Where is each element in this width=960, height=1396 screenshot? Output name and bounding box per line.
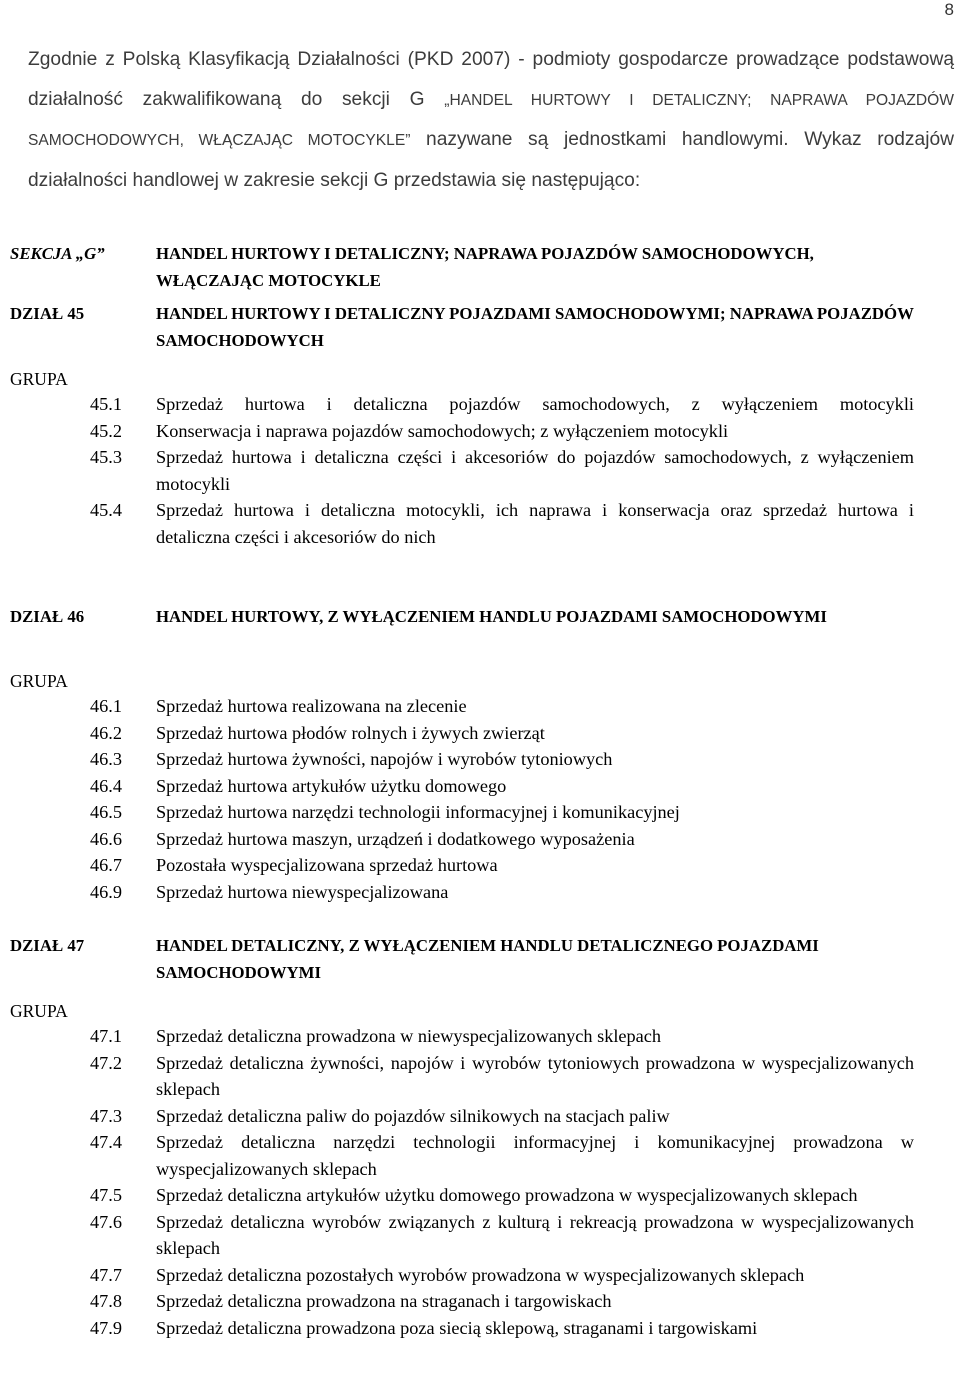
list-item	[10, 1103, 914, 1130]
group-number: 47.6	[90, 1211, 122, 1232]
list-item	[10, 1023, 914, 1050]
list-item	[10, 1182, 914, 1209]
division-title: HANDEL HURTOWY, Z WYŁĄCZENIEM HANDLU POJAZDAMI SAMOCHODOWYMI	[156, 607, 827, 626]
section-code: SEKCJA „G”	[10, 244, 105, 263]
group-number: 45.4	[90, 500, 122, 520]
group-description: Sprzedaż hurtowa żywności, napojów i wyrobów tytoniowych	[156, 749, 613, 769]
group-number: 47.9	[90, 1317, 122, 1338]
group-number: 45.2	[90, 420, 122, 441]
list-item	[10, 879, 914, 906]
group-description: Sprzedaż hurtowa i detaliczna motocykli, ich naprawa i konserwacja oraz sprzedaż hurtowa i detaliczna części i akcesoriów do nich	[156, 500, 914, 547]
group-description: Sprzedaż detaliczna narzędzi technologii informacyjnej i komunikacyjnej prowadzona w wyspecjalizowanych sklepach	[156, 1132, 914, 1179]
division-title: HANDEL HURTOWY I DETALICZNY POJAZDAMI SAMOCHODOWYMI; NAPRAWA POJAZDÓW SAMOCHODOWYCH	[156, 304, 914, 350]
group-number: 46.1	[90, 696, 122, 716]
group-description: Sprzedaż detaliczna paliw do pojazdów silnikowych na stacjach paliw	[156, 1105, 670, 1126]
group-description: Sprzedaż detaliczna prowadzona poza siecią sklepową, straganami i targowiskami	[156, 1317, 758, 1338]
list-item	[10, 1209, 914, 1262]
division-title: HANDEL DETALICZNY, Z WYŁĄCZENIEM HANDLU DETALICZNEGO POJAZDAMI SAMOCHODOWYMI	[156, 936, 819, 982]
group-number: 46.6	[90, 828, 122, 849]
intro-paragraph	[28, 40, 954, 200]
group-number: 46.2	[90, 722, 122, 743]
group-number: 45.1	[90, 394, 122, 414]
division-header-47	[10, 933, 914, 986]
group-description: Sprzedaż hurtowa i detaliczna pojazdów samochodowych, z wyłączeniem motocykli	[156, 394, 914, 414]
section-header	[10, 241, 914, 294]
list-item	[10, 799, 914, 826]
list-item	[10, 1050, 914, 1103]
list-item	[10, 826, 914, 853]
list-item	[10, 693, 914, 720]
group-number: 45.3	[90, 447, 122, 467]
group-description: Sprzedaż hurtowa niewyspecjalizowana	[156, 881, 449, 902]
group-description: Sprzedaż detaliczna artykułów użytku domowego prowadzona w wyspecjalizowanych sklepach	[156, 1185, 858, 1205]
division-code: DZIAŁ 46	[10, 607, 85, 626]
group-number: 47.3	[90, 1105, 122, 1126]
intro-text-part2: nazywane są jednostkami handlowymi. Wykaz rodzajów działalności handlowej w zakresie sekcji G przedstawia się następująco:	[28, 129, 954, 191]
list-item	[10, 852, 914, 879]
group-description: Konserwacja i naprawa pojazdów samochodowych; z wyłączeniem motocykli	[156, 420, 729, 441]
group-number: 47.2	[90, 1052, 122, 1073]
group-description: Sprzedaż hurtowa i detaliczna części i akcesoriów do pojazdów samochodowych, z wyłączeniem motocykli	[156, 447, 914, 494]
section-title: HANDEL HURTOWY I DETALICZNY; NAPRAWA POJAZDÓW SAMOCHODOWYCH, WŁĄCZAJĄC MOTOCYKLE	[156, 244, 814, 290]
group-description: Sprzedaż detaliczna żywności, napojów i wyrobów tytoniowych prowadzona w wyspecjalizowanych sklepach	[156, 1052, 914, 1099]
list-item	[10, 720, 914, 747]
list-item	[10, 773, 914, 800]
group-number: 47.4	[90, 1132, 122, 1152]
list-item	[10, 1129, 914, 1182]
group-list-46	[10, 693, 914, 905]
intro-text-part1: Zgodnie z Polską Klasyfikacją Działalności (PKD 2007) - podmioty gospodarcze prowadzące podstawową działalność zakwalifikowaną do sekcji G	[28, 49, 954, 110]
group-number: 46.3	[90, 749, 122, 769]
group-description: Sprzedaż hurtowa artykułów użytku domowego	[156, 775, 507, 796]
group-description: Sprzedaż detaliczna prowadzona na straganach i targowiskach	[156, 1291, 612, 1311]
list-item	[10, 418, 914, 445]
group-description: Sprzedaż detaliczna prowadzona w niewyspecjalizowanych sklepach	[156, 1026, 662, 1046]
division-header-46	[10, 604, 914, 631]
group-description: Sprzedaż detaliczna pozostałych wyrobów prowadzona w wyspecjalizowanych sklepach	[156, 1264, 805, 1285]
group-label: GRUPA	[10, 369, 68, 389]
group-number: 47.5	[90, 1185, 122, 1205]
list-item	[10, 1315, 914, 1342]
group-number: 47.8	[90, 1291, 122, 1311]
group-number: 47.1	[90, 1026, 122, 1046]
group-number: 46.4	[90, 775, 122, 796]
group-list-45	[10, 391, 914, 550]
division-code: DZIAŁ 47	[10, 936, 85, 955]
list-item	[10, 746, 914, 773]
group-list-47	[10, 1023, 914, 1341]
group-number: 46.5	[90, 802, 122, 822]
group-label: GRUPA	[10, 1001, 68, 1021]
list-item	[10, 391, 914, 418]
list-item	[10, 444, 914, 497]
group-description: Pozostała wyspecjalizowana sprzedaż hurtowa	[156, 855, 498, 875]
intro-section-name: „HANDEL HURTOWY I DETALICZNY; NAPRAWA POJAZDÓW SAMOCHODOWYCH, WŁĄCZAJĄC MOTOCYKLE”	[28, 91, 954, 149]
division-code: DZIAŁ 45	[10, 304, 85, 323]
group-description: Sprzedaż hurtowa realizowana na zlecenie	[156, 696, 467, 716]
group-number: 46.9	[90, 881, 122, 902]
group-description: Sprzedaż hurtowa maszyn, urządzeń i dodatkowego wyposażenia	[156, 828, 635, 849]
division-header-45	[10, 301, 914, 354]
group-label: GRUPA	[10, 671, 68, 691]
group-description: Sprzedaż hurtowa narzędzi technologii informacyjnej i komunikacyjnej	[156, 802, 680, 822]
group-number: 46.7	[90, 855, 122, 875]
group-description: Sprzedaż hurtowa płodów rolnych i żywych zwierząt	[156, 722, 545, 743]
list-item	[10, 1262, 914, 1289]
list-item	[10, 497, 914, 550]
group-number: 47.7	[90, 1264, 122, 1285]
list-item	[10, 1288, 914, 1315]
group-description: Sprzedaż detaliczna wyrobów związanych z kulturą i rekreacją prowadzona w wyspecjalizowanych sklepach	[156, 1211, 914, 1258]
page-number: 8	[944, 0, 954, 19]
